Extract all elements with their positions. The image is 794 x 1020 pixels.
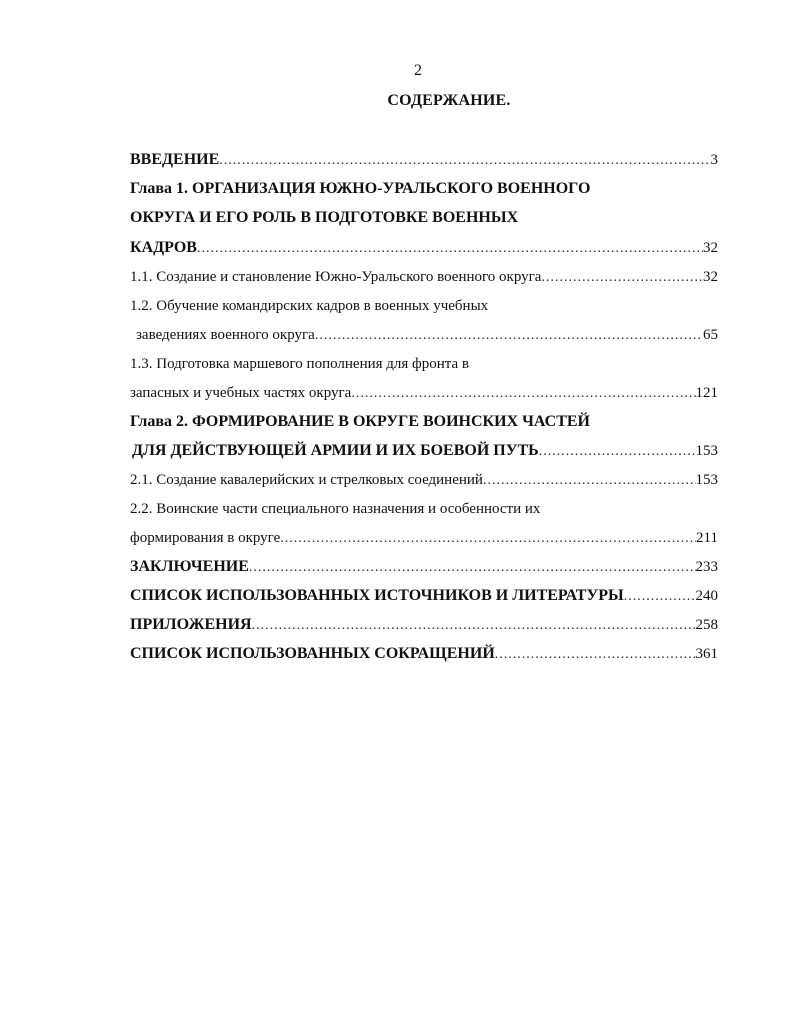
page-number: 2 <box>414 62 422 79</box>
toc-entry-sources[interactable] <box>130 584 718 608</box>
toc-entry-chapter1-line3[interactable] <box>130 236 718 260</box>
toc-page-number: 3 <box>710 152 718 168</box>
toc-label: ДЛЯ ДЕЙСТВУЮЩЕЙ АРМИИ И ИХ БОЕВОЙ ПУТЬ <box>132 442 539 459</box>
toc-entry-section-1-1[interactable] <box>130 265 718 289</box>
toc-label: ПРИЛОЖЕНИЯ <box>130 616 252 633</box>
toc-label: СПИСОК ИСПОЛЬЗОВАННЫХ ИСТОЧНИКОВ И ЛИТЕРАТУРЫ <box>130 587 624 604</box>
toc-page-number: 211 <box>696 530 718 546</box>
toc-entry-introduction[interactable] <box>130 148 718 172</box>
toc-entry-chapter2-line2[interactable] <box>130 439 718 463</box>
toc-entry-section-1-3-line1[interactable] <box>130 352 718 376</box>
toc-entry-section-2-1[interactable] <box>130 468 718 492</box>
toc-entry-chapter2-line1[interactable] <box>130 410 718 434</box>
toc-leader-dots <box>483 469 696 493</box>
toc-leader-dots <box>351 382 695 406</box>
toc-label: 1.2. Обучение командирских кадров в военных учебных <box>130 298 489 314</box>
toc-leader-dots <box>249 556 696 580</box>
toc-label: 1.3. Подготовка маршевого пополнения для фронта в <box>130 356 470 372</box>
toc-label: заведениях военного округа <box>136 327 315 343</box>
toc-leader-dots <box>197 237 703 261</box>
toc-page-number: 258 <box>695 617 718 633</box>
toc-page-number: 32 <box>703 240 718 256</box>
toc-page-number: 32 <box>703 269 718 285</box>
page-title: СОДЕРЖАНИЕ. <box>387 92 511 109</box>
toc-entry-section-1-3-line2[interactable] <box>130 381 718 405</box>
toc-label: 2.2. Воинские части специального назначения и особенности их <box>130 501 541 517</box>
toc-label: Глава 2. ФОРМИРОВАНИЕ В ОКРУГЕ ВОИНСКИХ ЧАСТЕЙ <box>130 413 590 430</box>
toc-page-number: 121 <box>695 385 718 401</box>
toc-page-number: 153 <box>695 472 718 488</box>
toc-entry-section-2-2-line2[interactable] <box>130 526 718 550</box>
toc-page-number: 240 <box>695 588 718 604</box>
toc-leader-dots <box>624 585 696 609</box>
toc-label: КАДРОВ <box>130 239 197 256</box>
toc-label: ЗАКЛЮЧЕНИЕ <box>130 558 249 575</box>
toc-entry-abbreviations[interactable] <box>130 642 718 666</box>
toc-label: запасных и учебных частях округа <box>130 385 352 401</box>
toc-label: ОКРУГА И ЕГО РОЛЬ В ПОДГОТОВКЕ ВОЕННЫХ <box>130 209 519 226</box>
toc-leader-dots <box>252 614 696 638</box>
toc-entry-conclusion[interactable] <box>130 555 718 579</box>
toc-page-number: 233 <box>695 559 718 575</box>
toc-label: 1.1. Создание и становление Южно-Уральского военного округа <box>130 269 542 285</box>
toc-label: СПИСОК ИСПОЛЬЗОВАННЫХ СОКРАЩЕНИЙ <box>130 645 495 662</box>
toc-label: ВВЕДЕНИЕ <box>130 151 220 168</box>
toc-entry-section-1-2-line2[interactable] <box>130 323 718 347</box>
toc-label: 2.1. Создание кавалерийских и стрелковых соединений <box>130 472 483 488</box>
toc-entry-section-2-2-line1[interactable] <box>130 497 718 521</box>
toc-leader-dots <box>495 643 696 667</box>
toc-leader-dots <box>280 527 696 551</box>
toc-entry-chapter1-line2[interactable] <box>130 206 718 230</box>
toc-page-number: 361 <box>695 646 718 662</box>
toc-label: Глава 1. ОРГАНИЗАЦИЯ ЮЖНО-УРАЛЬСКОГО ВОЕННОГО <box>130 180 591 197</box>
toc-leader-dots <box>539 440 696 464</box>
toc-entry-section-1-2-line1[interactable] <box>130 294 718 318</box>
toc-leader-dots <box>219 149 710 173</box>
toc-entry-chapter1-line1[interactable] <box>130 177 718 201</box>
toc-page-number: 65 <box>703 327 718 343</box>
toc-leader-dots <box>541 266 703 290</box>
toc-page-number: 153 <box>695 443 718 459</box>
toc-leader-dots <box>315 324 703 348</box>
toc-label: формирования в округе <box>130 530 281 546</box>
toc-entry-appendices[interactable] <box>130 613 718 637</box>
